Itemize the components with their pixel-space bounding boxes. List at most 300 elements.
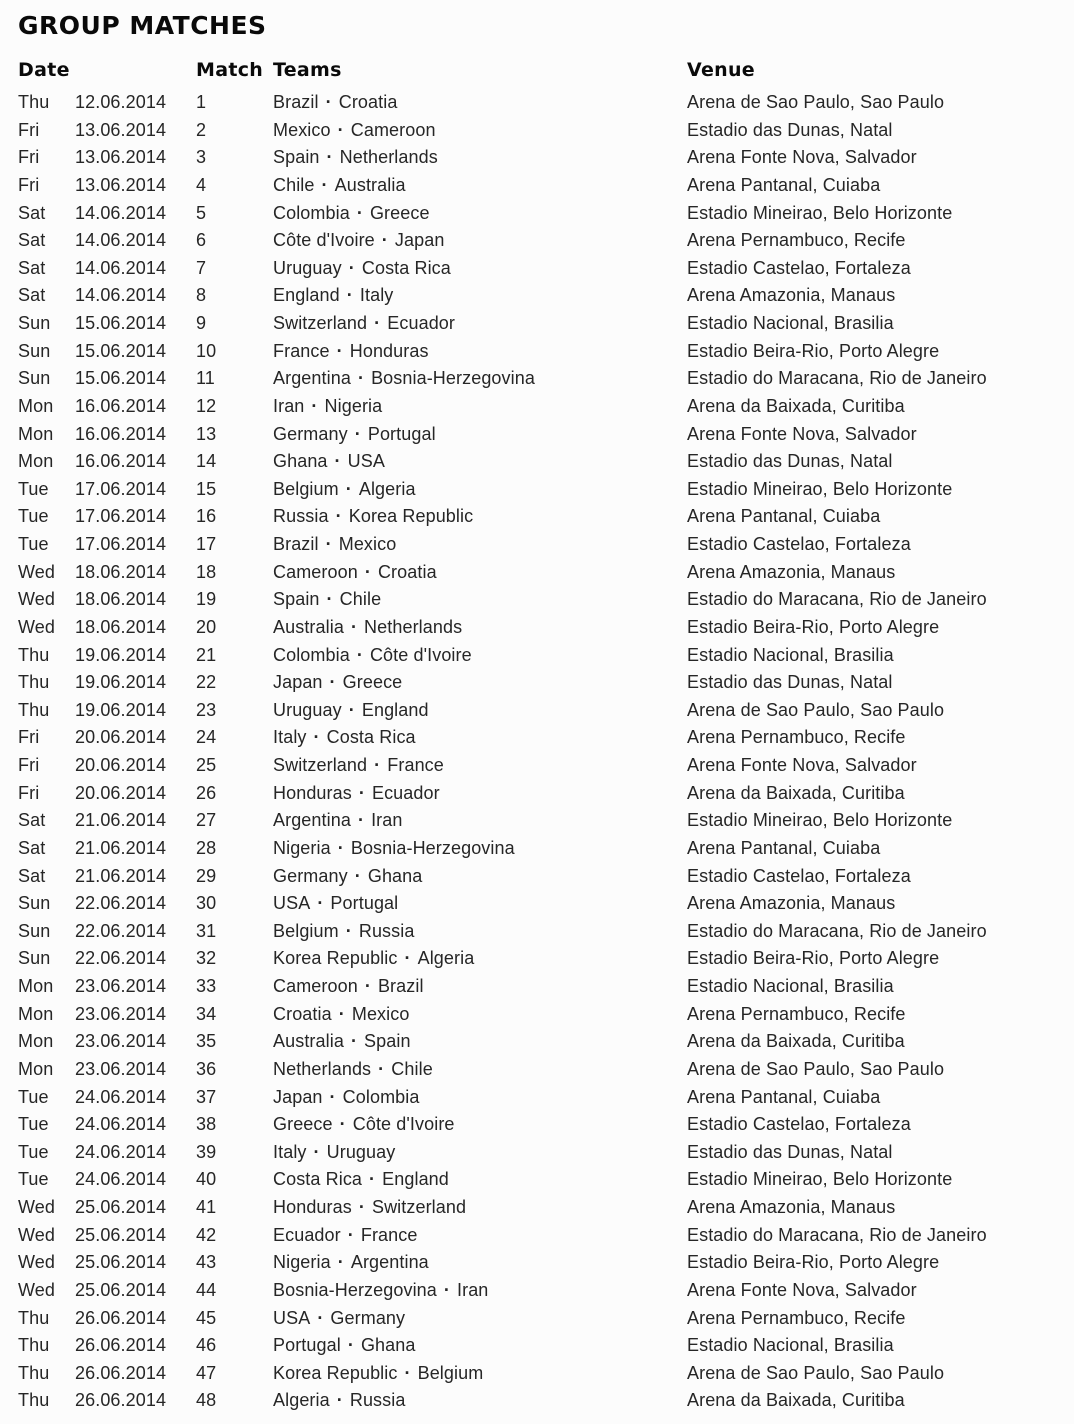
match-venue: Arena Amazonia, Manaus bbox=[687, 285, 896, 306]
match-teams bbox=[273, 973, 687, 1001]
away-team: Costa Rica bbox=[326, 727, 416, 748]
match-date: 23.06.2014 bbox=[75, 1058, 167, 1079]
match-day: Sun bbox=[18, 368, 51, 389]
match-teams bbox=[273, 1166, 687, 1194]
away-team: Netherlands bbox=[364, 616, 463, 637]
match-row bbox=[18, 1056, 1074, 1084]
match-number: 1 bbox=[196, 92, 207, 112]
match-number: 31 bbox=[196, 920, 217, 941]
away-team: Ghana bbox=[360, 1335, 416, 1356]
match-day: Thu bbox=[18, 1362, 50, 1383]
match-date: 26.06.2014 bbox=[75, 1362, 167, 1383]
home-team: Argentina bbox=[273, 810, 351, 831]
match-number: 35 bbox=[196, 1031, 217, 1052]
match-row bbox=[18, 117, 1074, 145]
match-day: Mon bbox=[18, 1003, 54, 1024]
match-venue: Estadio Nacional, Brasilia bbox=[687, 313, 894, 333]
teams-separator: · bbox=[345, 478, 352, 499]
page-title: GROUP MATCHES bbox=[18, 11, 267, 40]
match-teams bbox=[273, 476, 687, 504]
match-number: 4 bbox=[196, 174, 207, 195]
match-day: Thu bbox=[18, 699, 50, 720]
match-date: 24.06.2014 bbox=[75, 1086, 167, 1107]
match-row bbox=[18, 1084, 1074, 1112]
match-day: Wed bbox=[18, 616, 55, 637]
match-number: 15 bbox=[196, 478, 217, 499]
match-day: Fri bbox=[18, 727, 40, 748]
teams-separator: · bbox=[311, 395, 318, 416]
match-number: 26 bbox=[196, 782, 217, 803]
match-teams bbox=[273, 117, 687, 145]
home-team: USA bbox=[273, 893, 311, 914]
match-row bbox=[18, 365, 1074, 393]
home-team: Nigeria bbox=[273, 837, 331, 858]
match-venue: Estadio Beira-Rio, Porto Alegre bbox=[687, 616, 940, 637]
match-teams bbox=[273, 559, 687, 587]
teams-separator: · bbox=[336, 340, 343, 361]
match-day: Sun bbox=[18, 920, 51, 941]
match-row bbox=[18, 1139, 1074, 1167]
match-row bbox=[18, 448, 1074, 476]
match-date: 14.06.2014 bbox=[75, 202, 167, 223]
match-number: 10 bbox=[196, 340, 217, 361]
match-date: 25.06.2014 bbox=[75, 1252, 167, 1273]
match-teams bbox=[273, 255, 687, 283]
match-venue: Arena Pantanal, Cuiaba bbox=[687, 1086, 881, 1107]
match-teams bbox=[273, 310, 687, 338]
home-team: Cameroon bbox=[273, 561, 358, 582]
away-team: Portugal bbox=[330, 893, 399, 914]
match-date: 17.06.2014 bbox=[75, 506, 167, 527]
match-venue: Estadio Mineirao, Belo Horizonte bbox=[687, 202, 953, 223]
home-team: Japan bbox=[273, 672, 323, 693]
home-team: Belgium bbox=[273, 478, 339, 499]
teams-separator: · bbox=[346, 285, 353, 306]
match-date: 13.06.2014 bbox=[75, 174, 167, 195]
match-day: Mon bbox=[18, 423, 54, 444]
match-venue: Arena da Baixada, Curitiba bbox=[687, 395, 905, 416]
teams-separator: · bbox=[339, 1114, 346, 1135]
match-row bbox=[18, 586, 1074, 614]
match-day: Fri bbox=[18, 119, 40, 140]
match-teams bbox=[273, 1222, 687, 1250]
match-row bbox=[18, 393, 1074, 421]
teams-separator: · bbox=[338, 1003, 345, 1024]
match-teams bbox=[273, 365, 687, 393]
column-header-match: Match bbox=[196, 59, 264, 81]
match-venue: Arena Amazonia, Manaus bbox=[687, 893, 896, 914]
home-team: Netherlands bbox=[273, 1058, 372, 1079]
match-row bbox=[18, 724, 1074, 752]
teams-separator: · bbox=[354, 423, 361, 444]
match-date: 20.06.2014 bbox=[75, 755, 167, 775]
home-team: Brazil bbox=[273, 92, 319, 112]
match-date: 16.06.2014 bbox=[75, 395, 167, 416]
match-date: 24.06.2014 bbox=[75, 1141, 167, 1162]
match-row bbox=[18, 1166, 1074, 1194]
match-row bbox=[18, 945, 1074, 973]
match-date: 12.06.2014 bbox=[75, 92, 167, 112]
away-team: Argentina bbox=[350, 1252, 429, 1273]
teams-separator: · bbox=[334, 451, 341, 472]
away-team: Chile bbox=[339, 589, 382, 610]
match-day: Sun bbox=[18, 340, 51, 361]
match-row bbox=[18, 200, 1074, 228]
match-number: 20 bbox=[196, 616, 217, 637]
match-row bbox=[18, 642, 1074, 670]
match-teams bbox=[273, 1139, 687, 1167]
away-team: Russia bbox=[349, 1390, 406, 1411]
match-day: Sat bbox=[18, 810, 46, 831]
home-team: Algeria bbox=[273, 1390, 330, 1411]
match-day: Sat bbox=[18, 865, 46, 886]
home-team: Colombia bbox=[273, 202, 350, 223]
match-date: 15.06.2014 bbox=[75, 340, 167, 361]
match-day: Thu bbox=[18, 1335, 50, 1356]
match-date: 23.06.2014 bbox=[75, 1031, 167, 1052]
match-venue: Estadio Beira-Rio, Porto Alegre bbox=[687, 340, 940, 361]
match-venue: Arena Pantanal, Cuiaba bbox=[687, 837, 881, 858]
match-day: Wed bbox=[18, 561, 55, 582]
match-row bbox=[18, 172, 1074, 200]
match-number: 46 bbox=[196, 1335, 217, 1356]
home-team: Costa Rica bbox=[273, 1169, 363, 1190]
match-teams bbox=[273, 227, 687, 255]
teams-separator: · bbox=[335, 506, 342, 527]
away-team: Iran bbox=[457, 1279, 489, 1300]
match-row bbox=[18, 1387, 1074, 1415]
teams-separator: · bbox=[350, 1031, 358, 1052]
match-row bbox=[18, 918, 1074, 946]
match-day: Mon bbox=[18, 976, 54, 996]
away-team: Spain bbox=[364, 1031, 411, 1052]
match-day: Sat bbox=[18, 837, 46, 858]
match-date: 20.06.2014 bbox=[75, 782, 167, 803]
match-venue: Estadio Nacional, Brasilia bbox=[687, 976, 894, 996]
match-date: 17.06.2014 bbox=[75, 478, 167, 499]
teams-separator: · bbox=[364, 976, 371, 996]
match-venue: Estadio Beira-Rio, Porto Alegre bbox=[687, 948, 940, 969]
away-team: Russia bbox=[358, 920, 415, 941]
teams-separator: · bbox=[356, 202, 363, 223]
match-day: Thu bbox=[18, 644, 50, 665]
home-team: France bbox=[273, 340, 330, 361]
teams-separator: · bbox=[369, 1169, 376, 1190]
home-team: Switzerland bbox=[273, 313, 368, 333]
column-header-venue: Venue bbox=[687, 59, 755, 81]
match-date: 18.06.2014 bbox=[75, 616, 167, 637]
home-team: Brazil bbox=[273, 534, 319, 554]
match-venue: Arena Fonte Nova, Salvador bbox=[687, 423, 917, 444]
teams-separator: · bbox=[317, 1307, 324, 1328]
match-day: Tue bbox=[18, 506, 49, 527]
away-team: Iran bbox=[371, 810, 403, 831]
away-team: Mexico bbox=[351, 1003, 410, 1024]
match-day: Sat bbox=[18, 202, 46, 223]
match-teams bbox=[273, 614, 687, 642]
match-day: Wed bbox=[18, 1224, 55, 1245]
match-number: 11 bbox=[196, 368, 215, 389]
match-day: Sat bbox=[18, 257, 46, 278]
match-row bbox=[18, 503, 1074, 531]
home-team: Chile bbox=[273, 174, 315, 195]
match-teams bbox=[273, 421, 687, 449]
match-date: 25.06.2014 bbox=[75, 1279, 167, 1300]
match-day: Thu bbox=[18, 1307, 50, 1328]
match-venue: Estadio das Dunas, Natal bbox=[687, 672, 893, 693]
match-venue: Estadio das Dunas, Natal bbox=[687, 451, 893, 472]
teams-separator: · bbox=[364, 561, 371, 582]
match-teams bbox=[273, 1111, 687, 1139]
match-day: Wed bbox=[18, 589, 55, 610]
teams-separator: · bbox=[354, 865, 361, 886]
match-venue: Estadio Castelao, Fortaleza bbox=[687, 865, 911, 886]
home-team: USA bbox=[273, 1307, 311, 1328]
match-row bbox=[18, 531, 1074, 559]
away-team: Italy bbox=[359, 285, 394, 306]
match-number: 48 bbox=[196, 1390, 217, 1411]
match-row bbox=[18, 421, 1074, 449]
home-team: Cameroon bbox=[273, 976, 358, 996]
match-row bbox=[18, 89, 1074, 117]
home-team: Portugal bbox=[273, 1335, 341, 1356]
match-venue: Arena Amazonia, Manaus bbox=[687, 561, 896, 582]
match-date: 16.06.2014 bbox=[75, 423, 167, 444]
match-date: 25.06.2014 bbox=[75, 1197, 167, 1217]
match-row bbox=[18, 1305, 1074, 1333]
match-number: 30 bbox=[196, 893, 217, 914]
home-team: Russia bbox=[273, 506, 329, 527]
teams-separator: · bbox=[336, 1390, 343, 1411]
home-team: Colombia bbox=[273, 644, 350, 665]
match-number: 18 bbox=[196, 561, 217, 582]
teams-separator: · bbox=[443, 1279, 450, 1300]
match-number: 5 bbox=[196, 202, 207, 223]
match-venue: Estadio Beira-Rio, Porto Alegre bbox=[687, 1252, 940, 1273]
match-number: 38 bbox=[196, 1114, 217, 1135]
match-teams bbox=[273, 448, 687, 476]
match-venue: Estadio do Maracana, Rio de Janeiro bbox=[687, 1224, 987, 1245]
match-venue: Estadio do Maracana, Rio de Janeiro bbox=[687, 920, 987, 941]
match-date: 19.06.2014 bbox=[75, 672, 167, 693]
match-date: 26.06.2014 bbox=[75, 1335, 167, 1356]
away-team: Greece bbox=[342, 672, 403, 693]
match-row bbox=[18, 697, 1074, 725]
match-number: 13 bbox=[196, 423, 217, 444]
match-date: 24.06.2014 bbox=[75, 1169, 167, 1190]
match-number: 12 bbox=[196, 395, 217, 416]
match-number: 9 bbox=[196, 313, 207, 333]
match-day: Tue bbox=[18, 478, 49, 499]
home-team: Bosnia-Herzegovina bbox=[273, 1279, 437, 1300]
home-team: Germany bbox=[273, 865, 348, 886]
home-team: Croatia bbox=[273, 1003, 332, 1024]
away-team: Uruguay bbox=[326, 1141, 396, 1162]
teams-separator: · bbox=[348, 699, 355, 720]
match-day: Wed bbox=[18, 1197, 55, 1217]
match-number: 14 bbox=[196, 451, 217, 472]
match-venue: Estadio Mineirao, Belo Horizonte bbox=[687, 810, 953, 831]
home-team: Australia bbox=[273, 616, 344, 637]
match-number: 17 bbox=[196, 534, 217, 554]
away-team: Bosnia-Herzegovina bbox=[371, 368, 535, 389]
match-number: 27 bbox=[196, 810, 217, 831]
home-team: Italy bbox=[273, 1141, 307, 1162]
home-team: Argentina bbox=[273, 368, 351, 389]
match-day: Sat bbox=[18, 285, 46, 306]
match-row bbox=[18, 1001, 1074, 1029]
match-date: 26.06.2014 bbox=[75, 1390, 167, 1411]
teams-separator: · bbox=[348, 257, 355, 278]
match-row bbox=[18, 863, 1074, 891]
match-number: 44 bbox=[196, 1279, 217, 1300]
home-team: Honduras bbox=[273, 1197, 352, 1217]
home-team: Spain bbox=[273, 147, 320, 168]
match-teams bbox=[273, 1001, 687, 1029]
match-number: 8 bbox=[196, 285, 207, 306]
teams-separator: · bbox=[358, 1197, 365, 1217]
match-day: Wed bbox=[18, 1252, 55, 1273]
away-team: Chile bbox=[391, 1058, 433, 1079]
teams-separator: · bbox=[321, 174, 328, 195]
match-date: 20.06.2014 bbox=[75, 727, 167, 748]
away-team: Australia bbox=[334, 174, 406, 195]
match-day: Thu bbox=[18, 1390, 50, 1411]
teams-separator: · bbox=[350, 616, 358, 637]
away-team: Costa Rica bbox=[361, 257, 451, 278]
home-team: Australia bbox=[273, 1031, 344, 1052]
match-row bbox=[18, 807, 1074, 835]
match-row bbox=[18, 476, 1074, 504]
teams-separator: · bbox=[358, 782, 365, 803]
match-number: 24 bbox=[196, 727, 217, 748]
teams-separator: · bbox=[325, 92, 332, 112]
match-venue: Estadio das Dunas, Natal bbox=[687, 1141, 893, 1162]
match-day: Tue bbox=[18, 534, 49, 554]
match-number: 32 bbox=[196, 948, 217, 969]
table-body bbox=[18, 89, 1074, 1415]
match-number: 34 bbox=[196, 1003, 217, 1024]
match-day: Wed bbox=[18, 1279, 55, 1300]
match-venue: Arena da Baixada, Curitiba bbox=[687, 1031, 905, 1052]
teams-separator: · bbox=[313, 727, 320, 748]
match-row bbox=[18, 1332, 1074, 1360]
away-team: Côte d'Ivoire bbox=[352, 1114, 455, 1135]
match-teams bbox=[273, 1387, 687, 1415]
match-row bbox=[18, 752, 1074, 780]
match-row bbox=[18, 1111, 1074, 1139]
match-row bbox=[18, 669, 1074, 697]
match-teams bbox=[273, 338, 687, 366]
match-venue: Arena Pantanal, Cuiaba bbox=[687, 506, 881, 527]
match-day: Thu bbox=[18, 672, 50, 693]
match-date: 21.06.2014 bbox=[75, 865, 167, 886]
away-team: Algeria bbox=[417, 948, 475, 969]
away-team: Korea Republic bbox=[348, 506, 474, 527]
match-row bbox=[18, 1360, 1074, 1388]
away-team: Netherlands bbox=[339, 147, 438, 168]
away-team: France bbox=[387, 755, 444, 775]
match-day: Mon bbox=[18, 1031, 54, 1052]
match-date: 19.06.2014 bbox=[75, 699, 167, 720]
match-teams bbox=[273, 642, 687, 670]
away-team: England bbox=[382, 1169, 449, 1190]
match-venue: Arena de Sao Paulo, Sao Paulo bbox=[687, 1058, 945, 1079]
teams-separator: · bbox=[325, 534, 332, 554]
match-row bbox=[18, 282, 1074, 310]
match-venue: Estadio Nacional, Brasilia bbox=[687, 1335, 894, 1356]
match-number: 40 bbox=[196, 1169, 217, 1190]
home-team: Nigeria bbox=[273, 1252, 331, 1273]
match-venue: Arena da Baixada, Curitiba bbox=[687, 1390, 905, 1411]
match-number: 23 bbox=[196, 699, 217, 720]
match-number: 6 bbox=[196, 230, 207, 251]
match-day: Sun bbox=[18, 948, 51, 969]
away-team: Honduras bbox=[349, 340, 429, 361]
match-number: 39 bbox=[196, 1141, 217, 1162]
match-date: 24.06.2014 bbox=[75, 1114, 167, 1135]
home-team: Ecuador bbox=[273, 1224, 341, 1245]
match-teams bbox=[273, 752, 687, 780]
match-teams bbox=[273, 1360, 687, 1388]
match-date: 16.06.2014 bbox=[75, 451, 167, 472]
match-day: Fri bbox=[18, 782, 40, 803]
match-number: 45 bbox=[196, 1307, 217, 1328]
match-row bbox=[18, 1222, 1074, 1250]
match-venue: Estadio Castelao, Fortaleza bbox=[687, 257, 911, 278]
match-row bbox=[18, 559, 1074, 587]
away-team: Croatia bbox=[338, 92, 398, 112]
away-team: Croatia bbox=[377, 561, 437, 582]
match-row bbox=[18, 890, 1074, 918]
match-venue: Arena Fonte Nova, Salvador bbox=[687, 147, 917, 168]
match-day: Mon bbox=[18, 395, 54, 416]
teams-separator: · bbox=[329, 672, 336, 693]
match-venue: Arena Pernambuco, Recife bbox=[687, 1003, 906, 1024]
match-day: Sun bbox=[18, 313, 51, 333]
match-venue: Estadio Mineirao, Belo Horizonte bbox=[687, 1169, 953, 1190]
away-team: Ghana bbox=[367, 865, 423, 886]
match-row bbox=[18, 780, 1074, 808]
teams-separator: · bbox=[378, 1058, 385, 1079]
home-team: Belgium bbox=[273, 920, 339, 941]
away-team: Ecuador bbox=[387, 313, 456, 333]
teams-separator: · bbox=[357, 810, 365, 831]
match-date: 23.06.2014 bbox=[75, 976, 167, 996]
match-row bbox=[18, 338, 1074, 366]
match-teams bbox=[273, 890, 687, 918]
match-number: 2 bbox=[196, 119, 207, 140]
match-day: Fri bbox=[18, 174, 40, 195]
match-date: 14.06.2014 bbox=[75, 257, 167, 278]
away-team: Germany bbox=[330, 1307, 406, 1328]
teams-separator: · bbox=[326, 589, 333, 610]
away-team: England bbox=[361, 699, 429, 720]
match-number: 33 bbox=[196, 976, 217, 996]
match-row bbox=[18, 1249, 1074, 1277]
match-day: Tue bbox=[18, 1169, 49, 1190]
match-date: 13.06.2014 bbox=[75, 119, 167, 140]
match-venue: Estadio das Dunas, Natal bbox=[687, 119, 893, 140]
match-day: Fri bbox=[18, 755, 40, 775]
home-team: Korea Republic bbox=[273, 948, 398, 969]
teams-separator: · bbox=[326, 147, 333, 168]
home-team: Uruguay bbox=[273, 699, 342, 720]
match-teams bbox=[273, 1305, 687, 1333]
match-date: 18.06.2014 bbox=[75, 589, 167, 610]
teams-separator: · bbox=[313, 1141, 320, 1162]
teams-separator: · bbox=[337, 837, 344, 858]
